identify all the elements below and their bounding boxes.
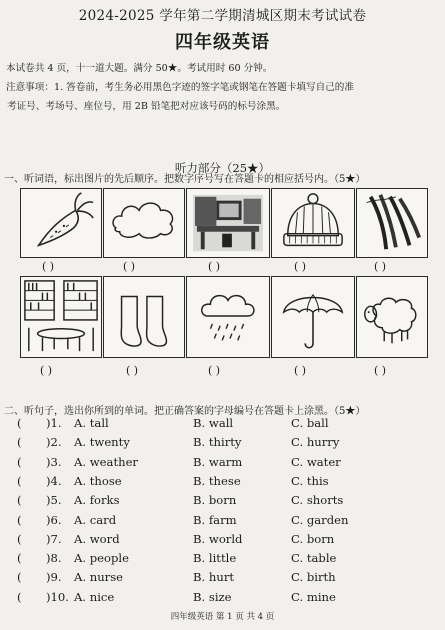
page-footer: 四年级英语 第 1 页 共 4 页: [170, 612, 275, 622]
question-row: [0, 590, 445, 608]
answer-paren[interactable]: ( ): [208, 260, 221, 273]
answer-paren[interactable]: ( ): [374, 364, 387, 377]
picture-carrot: [20, 188, 102, 258]
question-number: )1.: [46, 416, 62, 430]
option-b[interactable]: B. wall: [193, 416, 234, 430]
question-row: [0, 435, 445, 455]
option-b[interactable]: B. little: [193, 551, 237, 566]
option-b[interactable]: B. warm: [193, 454, 243, 469]
picture-green-beans: [356, 188, 428, 258]
question-row: [0, 455, 445, 475]
answer-paren[interactable]: (: [17, 454, 22, 469]
option-a[interactable]: A. forks: [74, 493, 120, 508]
option-a[interactable]: A. twenty: [74, 435, 130, 450]
picture-sheep: [356, 276, 428, 358]
carrot-icon: [21, 189, 101, 257]
option-a[interactable]: A. people: [74, 551, 129, 566]
option-a[interactable]: A. tall: [74, 416, 109, 430]
picture-cloud: [103, 188, 185, 258]
question-number: )4.: [46, 473, 62, 488]
question-row: [0, 416, 445, 436]
picture-classroom: [20, 276, 102, 358]
answer-paren[interactable]: ( ): [42, 260, 55, 273]
option-c[interactable]: C. born: [291, 531, 335, 546]
answer-paren[interactable]: (: [17, 473, 22, 488]
option-b[interactable]: B. these: [193, 473, 241, 488]
option-c[interactable]: C. shorts: [291, 493, 344, 508]
question-row: [0, 474, 445, 494]
picture-socks: [103, 276, 185, 358]
option-a[interactable]: A. nurse: [74, 570, 124, 585]
option-c[interactable]: C. mine: [291, 589, 336, 604]
socks-icon: [104, 277, 184, 357]
option-a[interactable]: A. card: [74, 512, 117, 527]
option-a[interactable]: A. weather: [74, 454, 138, 469]
answer-paren[interactable]: ( ): [123, 260, 136, 273]
info-line-2: 注意事项：1. 答卷前，考生务必用黑色字迹的签字笔或钢笔在答题卡填写自己的准: [6, 82, 354, 93]
part2-instruction: 二、听句子，选出你所到的单词。把正确答案的字母编号在答题卡上涂黑。（5★）: [4, 406, 366, 417]
option-c[interactable]: C. hurry: [291, 435, 340, 450]
option-b[interactable]: B. thirty: [193, 435, 242, 450]
subject-title: 四年级英语: [175, 32, 270, 53]
umbrella-icon: [272, 277, 354, 357]
question-number: )10.: [46, 589, 69, 604]
answer-paren[interactable]: ( ): [294, 364, 307, 377]
answer-paren[interactable]: (: [17, 570, 22, 585]
picture-umbrella: [271, 276, 355, 358]
picture-computer-desk: [186, 188, 270, 258]
question-row: [0, 513, 445, 533]
question-number: )8.: [46, 551, 62, 566]
computer-desk-icon: [187, 189, 269, 257]
option-a[interactable]: A. nice: [74, 589, 115, 604]
answer-paren[interactable]: ( ): [374, 260, 387, 273]
question-number: )7.: [46, 531, 62, 546]
option-c[interactable]: C. table: [291, 551, 337, 566]
picture-wool-hat: [271, 188, 355, 258]
wool-hat-icon: [272, 189, 354, 257]
option-b[interactable]: B. born: [193, 493, 237, 508]
info-line-3: 考证号、考场号、座位号，用 2B 铅笔把对应该号码的标号涂黑。: [7, 101, 286, 112]
question-row: [0, 551, 445, 571]
option-b[interactable]: B. world: [193, 531, 243, 546]
info-line-1: 本试卷共 4 页，十一道大题。满分 50★。考试用时 60 分钟。: [6, 63, 273, 74]
answer-paren[interactable]: (: [17, 435, 22, 450]
option-c[interactable]: C. ball: [291, 416, 329, 430]
answer-paren[interactable]: (: [17, 512, 22, 527]
option-b[interactable]: B. hurt: [193, 570, 235, 585]
question-number: )5.: [46, 493, 62, 508]
option-c[interactable]: C. this: [291, 473, 329, 488]
answer-paren[interactable]: (: [17, 416, 22, 430]
option-c[interactable]: C. birth: [291, 570, 336, 585]
exam-title: 2024-2025 学年第二学期清城区期末考试试卷: [78, 8, 367, 24]
answer-paren[interactable]: (: [17, 531, 22, 546]
answer-paren[interactable]: ( ): [208, 364, 221, 377]
question-number: )9.: [46, 570, 62, 585]
rain-cloud-icon: [187, 277, 269, 357]
option-b[interactable]: B. farm: [193, 512, 237, 527]
question-number: )6.: [46, 512, 62, 527]
answer-paren[interactable]: ( ): [126, 364, 139, 377]
answer-paren[interactable]: ( ): [40, 364, 53, 377]
listening-heading: 听力部分（25★）: [174, 161, 271, 175]
question-number: )2.: [46, 435, 62, 450]
answer-paren[interactable]: (: [17, 589, 22, 604]
answer-paren[interactable]: ( ): [294, 260, 307, 273]
question-row: [0, 493, 445, 513]
question-row: [0, 532, 445, 552]
part1-instruction: 一、听词语，标出图片的先后顺序。把数字序号写在答题卡的相应括号内。（5★）: [4, 174, 366, 185]
option-b[interactable]: B. size: [193, 589, 232, 604]
sheep-icon: [357, 277, 427, 357]
option-c[interactable]: C. water: [291, 454, 341, 469]
option-a[interactable]: A. word: [74, 531, 120, 546]
classroom-icon: [21, 277, 101, 357]
option-c[interactable]: C. garden: [291, 512, 349, 527]
answer-paren[interactable]: (: [17, 493, 22, 508]
answer-paren[interactable]: (: [17, 551, 22, 566]
picture-rain-cloud: [186, 276, 270, 358]
question-number: )3.: [46, 454, 62, 469]
cloud-icon: [104, 189, 184, 257]
option-a[interactable]: A. those: [74, 473, 122, 488]
beans-icon: [357, 189, 427, 257]
question-row: [0, 570, 445, 590]
